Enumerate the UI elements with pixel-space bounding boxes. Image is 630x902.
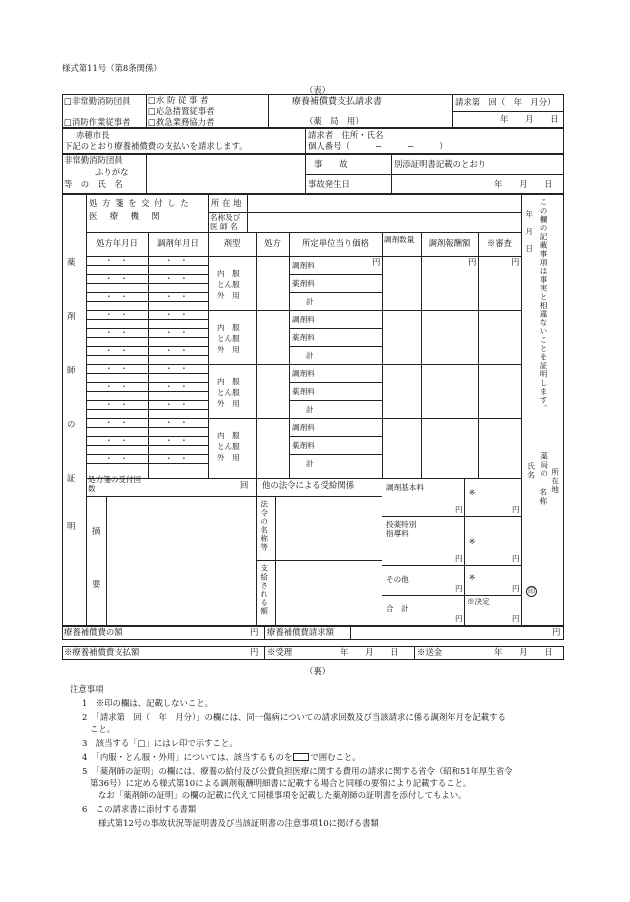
- sent-label: ※送金: [417, 647, 443, 657]
- yen-unit: 円: [512, 584, 520, 593]
- member-name-label: 等 の 氏 名: [64, 179, 123, 189]
- claim-number-field[interactable]: 請求第 回（ 年 月分）: [455, 97, 556, 107]
- form-number: 様式第11号（第8条関係）: [62, 63, 162, 73]
- checkbox-rescue-helper[interactable]: □救急業務協力者: [148, 117, 215, 127]
- side-label-char: 明: [67, 521, 76, 531]
- fee-dispensing: 調剤料: [292, 261, 315, 270]
- claimant-field[interactable]: 請求者 住所・氏名: [308, 130, 384, 140]
- form-prn[interactable]: とん服: [217, 442, 240, 451]
- name-doctor-label: 名称及び医 師 名: [210, 213, 241, 231]
- yen-unit: 円: [512, 505, 520, 514]
- yen-unit: 円: [552, 627, 561, 637]
- date-placeholder: ・ ・: [165, 364, 188, 373]
- col-rx: 処方: [264, 238, 281, 249]
- col-quantity: 調剤数量: [384, 235, 415, 244]
- accident-date-label: 事故発生日: [308, 179, 350, 189]
- date-placeholder: ・ ・: [105, 382, 128, 391]
- note-5-cont: 第36号）に定める様式第10による調剤報酬明細書に記載する場合と同様の要領により記載すること。: [90, 778, 472, 788]
- yen-unit: 円: [250, 627, 259, 637]
- date-placeholder: ・ ・: [165, 418, 188, 427]
- col-review: ※審査: [486, 238, 513, 249]
- date-placeholder: ・ ・: [165, 256, 188, 265]
- institution-label-2: 医 療 機 関: [89, 211, 162, 221]
- fee-drug: 薬剤料: [292, 387, 315, 396]
- received-label: ※受理: [267, 647, 293, 657]
- furigana-label: ふりがな: [95, 167, 129, 177]
- date-placeholder: ・ ・: [165, 454, 188, 463]
- care-amount-label: 療養補償費の額: [64, 627, 123, 637]
- note-5-cont-2: なお「薬剤師の証明」の欄の記載に代えて同様事項を記載した薬剤師の証明書を添付してもよい。: [98, 790, 467, 800]
- date-placeholder: ・ ・: [105, 418, 128, 427]
- addressee: 赤穂市長: [76, 130, 110, 140]
- form-external[interactable]: 外 用: [217, 291, 240, 300]
- fee-total: 計: [306, 297, 314, 306]
- yen-unit: 円: [468, 257, 477, 267]
- yen-unit: 円: [512, 614, 520, 623]
- accident-label: 事 故: [314, 159, 348, 169]
- asterisk: ※: [469, 488, 476, 497]
- notes-heading: 注意事項: [70, 684, 104, 694]
- side-back: （裏）: [305, 666, 331, 676]
- form-oral[interactable]: 内 服: [217, 377, 240, 386]
- name-label: 名称: [538, 488, 548, 506]
- fee-drug: 薬剤料: [292, 441, 315, 450]
- date-placeholder: ・ ・: [105, 364, 128, 373]
- checkbox-flood-worker[interactable]: □水 防 従 事 者: [148, 95, 209, 105]
- form-external[interactable]: 外 用: [217, 399, 240, 408]
- yen-unit: 円: [512, 554, 520, 563]
- form-oral[interactable]: 内 服: [217, 323, 240, 332]
- fee-dispensing: 調剤料: [292, 423, 315, 432]
- date-placeholder: ・ ・: [105, 454, 128, 463]
- request-statement: 下記のとおり療養補償費の支払いを請求します。: [64, 141, 248, 151]
- note-4: 4 「内服・とん服・外用」については、該当するものを で囲むこと。: [82, 752, 361, 762]
- form-prn[interactable]: とん服: [217, 280, 240, 289]
- checkbox-emergency-worker[interactable]: □応急措置従事者: [148, 106, 215, 116]
- col-unit-price: 所定単位当り価格: [302, 238, 369, 249]
- side-label-char: 薬: [67, 257, 76, 267]
- claim-amount-label: 療養補償費請求額: [267, 627, 334, 637]
- side-label-char: の: [67, 419, 76, 429]
- col-fee: 調剤報酬額: [428, 238, 471, 249]
- yen-unit: 円: [250, 647, 259, 657]
- col-dispense-date: 調剤年月日: [157, 238, 199, 249]
- form-oral[interactable]: 内 服: [217, 431, 240, 440]
- yen-unit: 円: [455, 614, 463, 623]
- yen-unit: 円: [455, 505, 463, 514]
- base-fee-label: 調剤基本料: [386, 483, 424, 492]
- address-label: 所在地: [550, 468, 560, 494]
- date-placeholder: ・ ・: [165, 436, 188, 445]
- yen-unit: 円: [511, 257, 520, 267]
- col-prescription-date: 処方年月日: [96, 238, 138, 249]
- date-placeholder: ・ ・: [105, 436, 128, 445]
- yen-unit: 円: [455, 554, 463, 563]
- other-fee-label: その他: [386, 575, 409, 584]
- accident-value: 別添証明書記載のとおり: [394, 159, 487, 169]
- note-5: 5 「薬剤師の証明」の欄には、療養の給付及び公費負担医療に関する費用の請求に関する省令（昭和51年厚生省令: [82, 766, 513, 776]
- payment-label: 支給される額: [259, 564, 269, 616]
- form-title: 療養補償費支払請求書: [292, 97, 383, 107]
- date-placeholder: ・ ・: [165, 328, 188, 337]
- fee-dispensing: 調剤料: [292, 369, 315, 378]
- date-placeholder: ・ ・: [165, 310, 188, 319]
- date-placeholder: ・ ・: [105, 292, 128, 301]
- guidance-fee-label: 投薬特別指導料: [386, 520, 417, 538]
- note-2: 2 「請求第 回（ 年 月分）」の欄には、同一傷病についての請求回数及び当該請求に係る調剤年月を記載する: [82, 712, 506, 722]
- institution-label: 処 方 箋 を 交 付 し た: [89, 198, 190, 208]
- certify-date[interactable]: 年 月 日: [524, 210, 534, 253]
- note-2-cont: こと。: [90, 724, 116, 734]
- yen-unit: 円: [372, 257, 381, 267]
- pay-amount-label: ※療養補償費支払額: [64, 647, 140, 657]
- summary-label-2: 要: [92, 579, 101, 589]
- side-label-char: 剤: [67, 311, 76, 321]
- date-placeholder: ・ ・: [105, 346, 128, 355]
- date-placeholder: ・ ・: [105, 256, 128, 265]
- summary-label: 摘: [92, 526, 101, 536]
- form-prn[interactable]: とん服: [217, 388, 240, 397]
- note-3: 3 該当する「□」にはレ印で示すこと。: [82, 738, 238, 748]
- person-label: 氏名: [526, 462, 536, 480]
- note-6-cont: 様式第12号の事故状況等証明書及び当該証明書の注意事項10に掲げる書類: [98, 818, 379, 828]
- date-placeholder: ・ ・: [165, 346, 188, 355]
- asterisk: ※: [469, 573, 476, 582]
- fee-drug: 薬剤料: [292, 333, 315, 342]
- fee-drug: 薬剤料: [292, 279, 315, 288]
- date-placeholder: ・ ・: [165, 382, 188, 391]
- claim-date-field[interactable]: 年 月 日: [500, 114, 559, 124]
- date-placeholder: ・ ・: [165, 400, 188, 409]
- received-date[interactable]: 年 月 日: [340, 647, 399, 657]
- side-label-char: 証: [67, 473, 76, 483]
- pharmacy-label: 薬局の: [539, 452, 549, 478]
- fee-dispensing: 調剤料: [292, 315, 315, 324]
- col-form: 剤型: [223, 238, 241, 249]
- accident-date-field[interactable]: 年 月 日: [494, 179, 553, 189]
- decided-label: ※決定: [467, 597, 490, 606]
- other-law-label: 他の法令による受給関係: [262, 480, 355, 490]
- date-placeholder: ・ ・: [165, 274, 188, 283]
- rx-count-label: 処方箋の受付回 数: [88, 475, 172, 493]
- checkbox-volunteer-fire[interactable]: □非常勤消防団員: [64, 96, 131, 106]
- date-placeholder: ・ ・: [105, 274, 128, 283]
- form-external[interactable]: 外 用: [217, 453, 240, 462]
- certify-statement: この欄の記載事項は事実と相違ないことを証明します。: [539, 198, 548, 413]
- note-6: 6 この請求書に添付する書類: [82, 804, 197, 814]
- date-placeholder: ・ ・: [105, 310, 128, 319]
- date-placeholder: ・ ・: [105, 400, 128, 409]
- form-subtitle: （薬 局 用）: [305, 116, 364, 126]
- times-unit: 回: [240, 480, 249, 490]
- side-label-char: 師: [67, 365, 76, 375]
- note-1: 1 ※印の欄は、記載しないこと。: [82, 698, 213, 708]
- law-name-label: 法令の名称等: [259, 500, 269, 552]
- side-front: （表）: [305, 85, 331, 95]
- fee-total: 計: [306, 405, 314, 414]
- location-label: 所 在 地: [211, 198, 242, 208]
- checkbox-fire-worker[interactable]: □消防作業従事者: [64, 117, 131, 127]
- date-placeholder: ・ ・: [105, 328, 128, 337]
- member-label: 非常勤消防団員: [64, 155, 123, 165]
- fee-total: 計: [306, 351, 314, 360]
- date-placeholder: ・ ・: [165, 292, 188, 301]
- sent-date[interactable]: 年 月 日: [494, 647, 553, 657]
- individual-number-field[interactable]: 個人番号（ − − ）: [308, 141, 448, 151]
- yen-unit: 円: [455, 584, 463, 593]
- form-oral[interactable]: 内 服: [217, 269, 240, 278]
- form-external[interactable]: 外 用: [217, 345, 240, 354]
- fee-total: 計: [306, 459, 314, 468]
- total-label: 合 計: [386, 604, 409, 613]
- form-prn[interactable]: とん服: [217, 334, 240, 343]
- asterisk: ※: [469, 537, 476, 546]
- seal-icon: 印: [528, 587, 535, 596]
